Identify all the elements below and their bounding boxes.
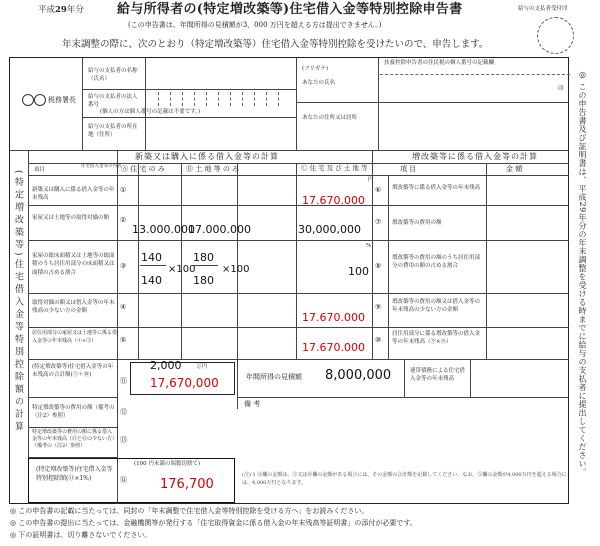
row14-rounding-note: (100 円未満の端数切捨て): [134, 461, 201, 467]
applicant-address-label: あなたの住所又は居所: [302, 115, 358, 121]
income-estimate-label: 年間所得の見積額: [246, 373, 302, 381]
col-house-and-land: Ⓒ 住 宅 及 び 土 地 等: [301, 164, 368, 172]
row3-num: ③: [120, 262, 127, 270]
row8-label: 増改築等の費用の額のうち居住用部分の費用の額の占める割合: [392, 255, 481, 270]
form-title: 給与所得者の(特定増改築等)住宅借入金等特別控除申告書: [117, 2, 463, 17]
seal-mark: 印: [558, 86, 564, 92]
payer-number-note: (個人の方は個人番号の記載は不要です。): [100, 109, 201, 115]
row4-label: 取得対価の額又は借入金等の年末残高の少ない方の金額: [32, 300, 115, 315]
row14-label: (特定増改築等)住宅借入金等特別控除額(⑪×1%): [36, 466, 113, 482]
payer-name-field[interactable]: [146, 58, 295, 88]
remarks-fine-print: (注) 1 ⑪欄の金額は、⑤又は⑩欄の金額がある場合には、その金額の合計額を記載してください。なお、⑤欄の金額が4,000万円を超える場合には、4,000万円となります。: [242, 472, 567, 486]
payer-address-field[interactable]: [146, 118, 295, 149]
row4-house-land-value[interactable]: 17.670.000: [302, 311, 365, 324]
row6-label: 増改築等に係る借入金等の年末残高: [392, 185, 481, 191]
row5-label: 居住用部分の家屋又は土地等に係る借入金等の年末残高（④×③）: [32, 330, 118, 344]
row11-total-value[interactable]: 17,670,000: [150, 376, 219, 390]
row2-land-value[interactable]: 17.000.000: [188, 223, 251, 236]
row2-house-land-value[interactable]: 30,000,000: [298, 223, 361, 236]
row14-credit-value[interactable]: 176,700: [160, 477, 214, 492]
row3-house-area[interactable]: 140: [141, 251, 162, 264]
lead-text: 年末調整の際に、次のとおり（特定増改築等）住宅借入金等特別控除を受けたいので、申告します。: [62, 39, 489, 50]
row1-house-land-value[interactable]: 17.670.000: [302, 194, 365, 207]
footnote-2: ◎ この申告書の提出に当たっては、金融機関等が発行する「住宅取得資金に係る借入金の年末残高等証明書」の添付が必要です。: [10, 519, 417, 527]
row3-land-total[interactable]: 180: [193, 274, 214, 287]
left-table-head: 新築又は購入に係る借入金等の計算: [135, 152, 279, 161]
row3-ratio-value[interactable]: 100: [348, 265, 369, 278]
row11-10k-value[interactable]: 2,000: [150, 359, 182, 372]
payer-corporate-number-field[interactable]: [146, 90, 295, 108]
tax-office-label: 税務署長: [48, 96, 76, 104]
furigana-label: (フリガナ): [302, 66, 329, 72]
footnote-1: ◎ この申告書の記載に当たっては、同封の「年末調整で住宅借入金等特別控除を受ける方へ」をお読みください。: [10, 507, 369, 515]
row3-land-area[interactable]: 180: [193, 251, 214, 264]
right-table-head: 増改築等に係る借入金等の計算: [412, 152, 538, 161]
row5-num: ⑤: [120, 336, 127, 344]
col-item-right: 項 目: [400, 165, 417, 173]
mynumber-note: 扶養控除申告書の住民税の個人番号の記載欄: [384, 60, 495, 66]
row2-num: ②: [120, 216, 127, 224]
row2-label: 家屋又は土地等の取得対価の額: [32, 215, 110, 221]
receipt-stamp-area: [537, 17, 574, 54]
row10-label: 居住用部分に係る増改築等の借入金等の年末残高（⑨×⑧）: [392, 331, 481, 346]
joint-debt-label: 連帯債務による住宅借入金等の年末残高: [410, 368, 466, 382]
row7-label: 増改築等の費用の額: [392, 220, 442, 226]
remarks-field[interactable]: [238, 410, 568, 470]
income-limit-note: (この申告書は、年間所得の見積額が3，000 万円を超える方は提出できません。): [128, 21, 382, 29]
row5-house-land-value[interactable]: 17.670.000: [302, 341, 365, 354]
payer-name-label: 給与の支払者の名称（氏名）: [88, 68, 138, 82]
calculation-vertical-title: (特定増改築等)住宅借入金等特別控除額の計算: [13, 170, 23, 435]
payer-address-label: 給与の支払者の所在地（住所）: [88, 124, 138, 138]
row2-house-value[interactable]: 13.000.000: [132, 223, 195, 236]
row13-label: 特定増改築等の費用の額に係る借入金等の年末残高（⑪と⑫の少ない方）（備考の（注2）参照）: [32, 429, 115, 449]
col-land-only: Ⓑ 土 地 等 の み: [186, 165, 240, 173]
row3-label: 家屋の総床面積又は土地等の総面積のうち居住用部分の床面積又は面積の占める割合: [32, 253, 115, 276]
remarks-label: 備 考: [244, 400, 261, 408]
payer-number-label: 給与の支払者の法人番号: [88, 94, 138, 108]
row3-house-total[interactable]: 140: [141, 274, 162, 287]
col-breakdown: 住宅借入金等の内訳: [81, 164, 122, 169]
footnote-3: ◎ 下の証明書は、切り離さないでください。: [10, 531, 152, 539]
submission-side-note: ◎ この申告書及び証明書は、平成29年分の年末調整を受ける時までに給与の支払者に提出してください。: [578, 70, 587, 477]
applicant-name-label: あなたの氏名: [302, 80, 336, 86]
applicant-address-field[interactable]: [380, 103, 568, 149]
row9-label: 増改築等の費用の額又は借入金等の年末残高の少ない方の金額: [392, 299, 481, 314]
form-year: 平成29年分: [38, 5, 84, 15]
col-house-only: Ⓐ 住 宅 の み: [121, 165, 165, 173]
stamp-label: 給与の支払者受付印: [518, 6, 568, 12]
col-amount: 金 額: [506, 165, 523, 173]
row11-label: (特定増改築等)住宅借入金等の年末残高の合計額(⑤＋⑩): [32, 364, 114, 379]
row1-num: ①: [120, 186, 127, 194]
row4-num: ④: [120, 303, 127, 311]
row12-label: 特定増改築等の費用の額（備考の（注2）参照）: [32, 405, 115, 420]
income-estimate-value[interactable]: 8,000,000: [325, 368, 392, 383]
col-item: 項目: [34, 167, 46, 173]
row1-label: 新築又は購入に係る借入金等の年末残高: [32, 187, 115, 202]
